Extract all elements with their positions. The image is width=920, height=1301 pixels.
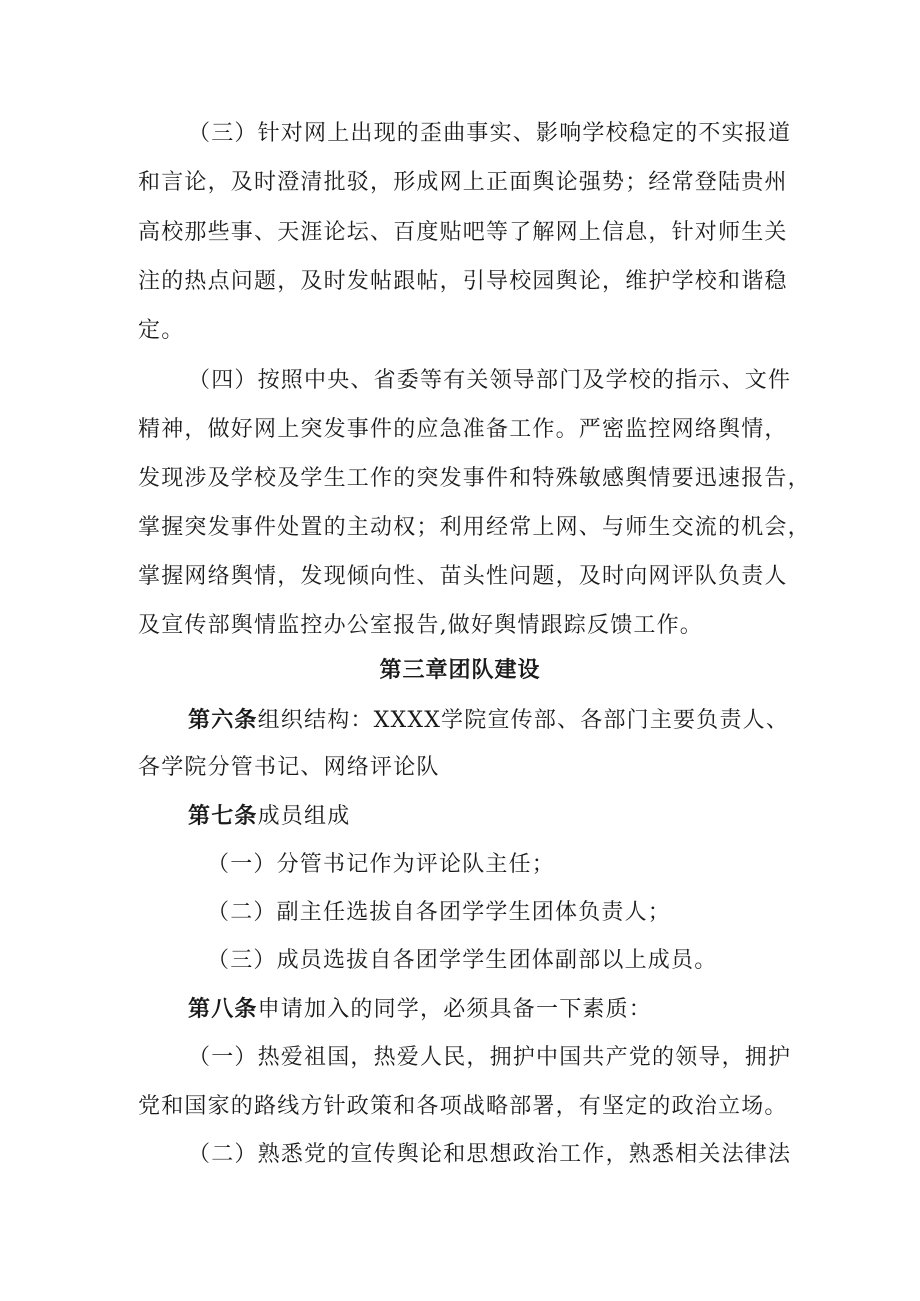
paragraph-4-line-2: 精神，做好网上突发事件的应急准备工作。严密监控网络舆情， [138,417,788,442]
article-7-item-2: （二）副主任选拔自各团学学生团体负责人； [207,900,672,925]
paragraph-4-line-3: 发现涉及学校及学生工作的突发事件和特殊敏感舆情要迅速报告， [138,466,811,491]
article-8-item-1-line-1: （一）热爱祖国，热爱人民，拥护中国共产党的领导，拥护 [188,1045,792,1070]
paragraph-4-line-5: 掌握网络舆情，发现倾向性、苗头性问题，及时向网评队负责人 [138,564,788,589]
article-8-item-1-line-2: 党和国家的路线方针政策和各项战略部署，有坚定的政治立场。 [138,1094,788,1119]
article-8-text: 申请加入的同学，必须具备一下素质： [257,997,653,1022]
paragraph-3-line-5: 定。 [138,318,185,343]
article-6-line-1 [188,706,798,736]
paragraph-4-line-6: 及宣传部舆情监控办公室报告,做好舆情跟踪反馈工作。 [138,613,703,638]
article-7-item-3: （三）成员选拔自各团学学生团体副部以上成员。 [207,948,718,973]
article-6-text: 组织结构：XXXX学院宣传部、各部门主要负责人、 [257,708,790,733]
article-7-label: 第七条 [188,804,258,829]
article-8-line [188,995,798,1025]
paragraph-3-line-4: 注的热点问题，及时发帖跟帖，引导校园舆论，维护学校和谐稳 [138,269,788,294]
article-6-label: 第六条 [188,708,258,733]
paragraph-4-line-1: （四）按照中央、省委等有关领导部门及学校的指示、文件 [188,368,792,393]
paragraph-4-line-4: 掌握突发事件处置的主动权；利用经常上网、与师生交流的机会， [138,515,811,540]
chapter-heading: 第三章团队建设 [379,658,541,683]
paragraph-3-line-2: 和言论，及时澄清批驳，形成网上正面舆论强势；经常登陆贵州 [138,170,788,195]
article-7-text: 成员组成 [257,804,351,829]
article-7-line [188,802,798,832]
article-7-item-1: （一）分管书记作为评论队主任； [207,852,556,877]
paragraph-3-line-1: （三）针对网上出现的歪曲事实、影响学校稳定的不实报道 [188,121,792,146]
article-8-item-2-line-1: （二）熟悉党的宣传舆论和思想政治工作，熟悉相关法律法 [188,1142,792,1167]
paragraph-3-line-3: 高校那些事、天涯论坛、百度贴吧等了解网上信息，针对师生关 [138,220,788,245]
article-6-line-2: 各学院分管书记、网络评论队 [138,755,440,780]
article-8-label: 第八条 [188,997,258,1022]
